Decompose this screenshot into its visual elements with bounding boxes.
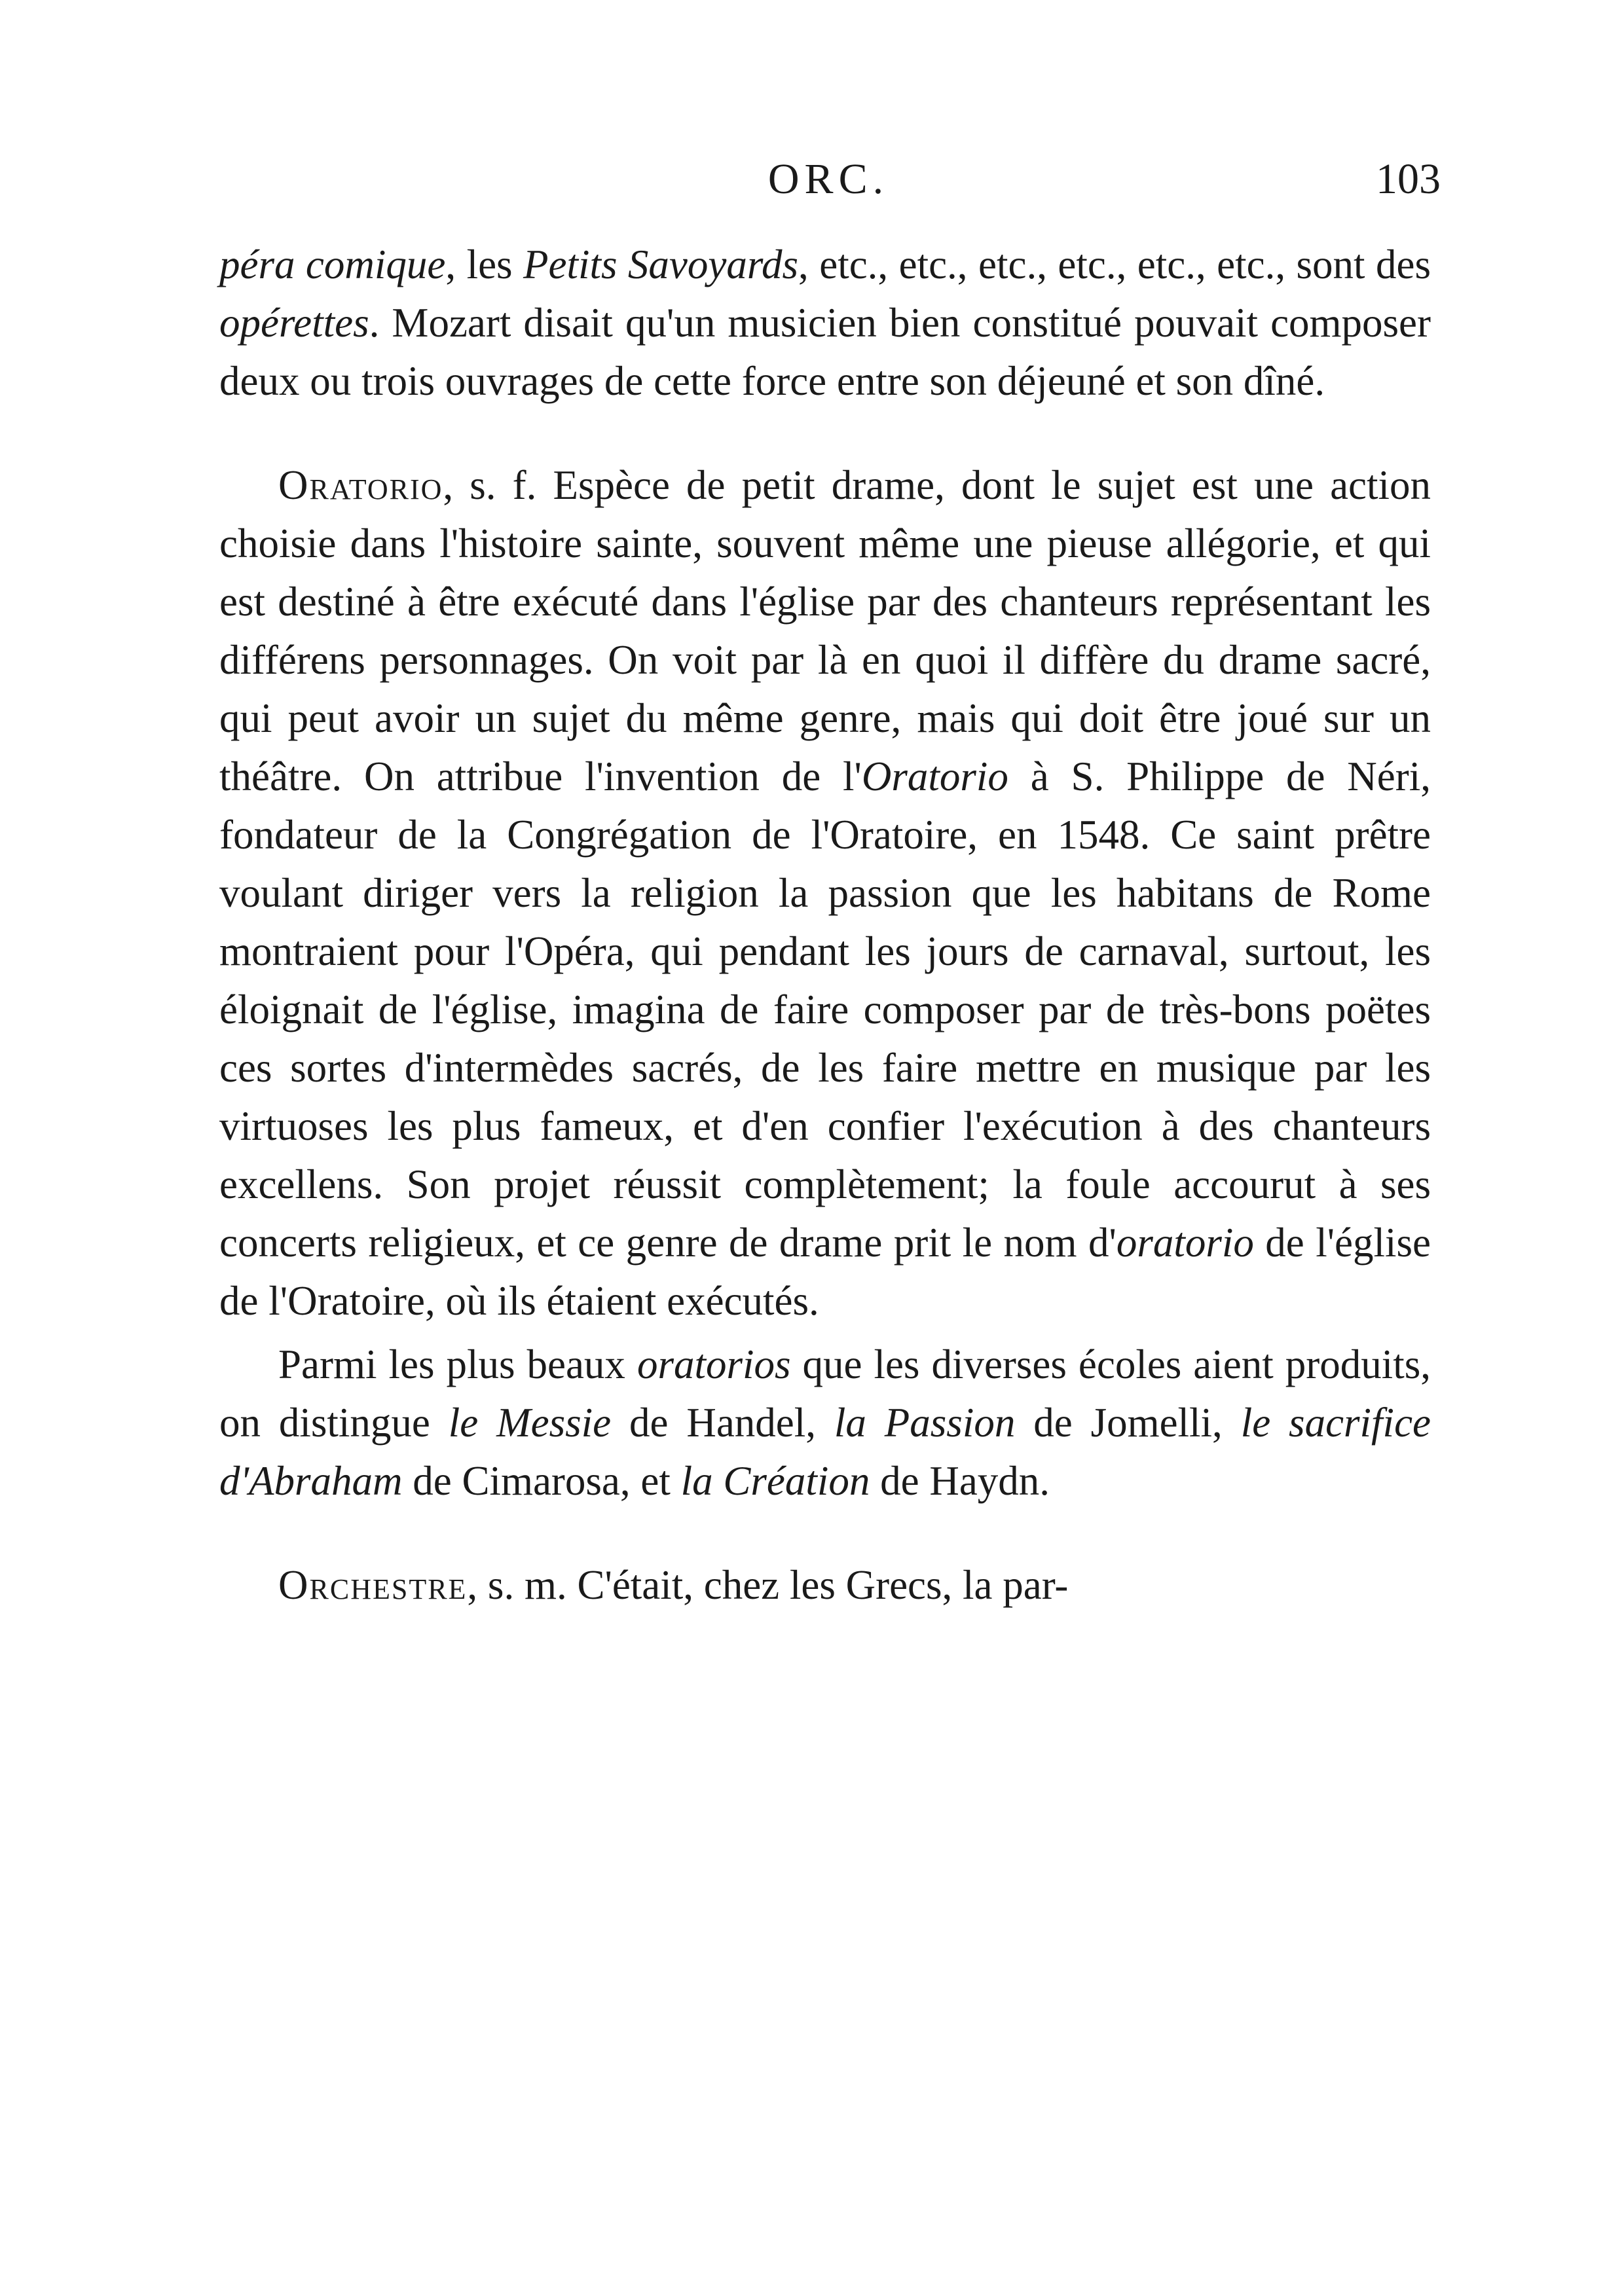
- text-run: , s. m. C'était, chez les Grecs, la par-: [467, 1562, 1069, 1608]
- italic-text: Oratorio: [861, 754, 1008, 799]
- text-run: , les: [445, 242, 523, 287]
- italic-text: opérettes: [219, 300, 369, 346]
- text-run: de Haydn.: [870, 1458, 1050, 1504]
- text-run: de Cimarosa, et: [402, 1458, 681, 1504]
- text-run: à S. Philippe de Néri, fondateur de la Congrégation de l'Oratoire, en 1548. Ce saint prêtre voulant diriger vers la religion la passion que les habitans de Rome montraient pour l'Opéra, qui pendant les jours de carnaval, surtout, les éloignait de l'église, imagina de faire composer par de très-bons poëtes ces sortes d'intermèdes sacrés, de les faire mettre en musique par les virtuoses les plus fameux, et d'en confier l'exécution à des chanteurs excellens. Son projet réussit complètement; la foule accourut à ses concerts religieux, et ce genre de drame prit le nom d': [219, 754, 1431, 1266]
- italic-text: oratorios: [637, 1341, 791, 1387]
- italic-text: Petits Savoyards: [523, 242, 799, 287]
- entry-orchestre: [219, 1556, 1431, 1614]
- text-run: , s. f. Espèce de petit drame, dont le sujet est une action choisie dans l'histoire sainte, souvent même une pieuse allégorie, et qui est destiné à être exécuté dans l'église par des chanteurs représentant les différens personnages. On voit par là en quoi il diffère du drame sacré, qui peut avoir un sujet du même genre, mais qui doit être joué sur un théâtre. On attribue l'invention de l': [219, 462, 1431, 799]
- entry-oratorio: [219, 456, 1431, 1330]
- paragraph-parmi: [219, 1336, 1431, 1510]
- italic-text: oratorio: [1116, 1220, 1254, 1266]
- italic-text: la Passion: [834, 1400, 1016, 1446]
- page-header: [216, 155, 1441, 207]
- italic-text: péra comique: [219, 242, 446, 287]
- italic-text: le sacrifice d'Abraham: [219, 1400, 1431, 1504]
- text-run: , etc., etc., etc., etc., etc., etc., sont des: [798, 242, 1431, 287]
- text-run: de Jomelli,: [1015, 1400, 1241, 1446]
- entry-headword: Oratorio: [278, 462, 443, 508]
- running-head: ORC.: [767, 155, 889, 203]
- page-number: 103: [1376, 155, 1441, 203]
- text-run: de Handel,: [611, 1400, 834, 1446]
- italic-text: la Création: [680, 1458, 870, 1504]
- text-run: que les diverses écoles aient produits, on distingue: [219, 1341, 1431, 1446]
- paragraph-continuation: [219, 236, 1431, 410]
- text-run: Parmi les plus beaux: [278, 1341, 637, 1387]
- text-run: de l'église de l'Oratoire, où ils étaient exécutés.: [219, 1220, 1431, 1324]
- page-body: [219, 236, 1431, 1614]
- italic-text: le Messie: [448, 1400, 612, 1446]
- entry-headword: Orchestre: [278, 1562, 468, 1608]
- text-run: . Mozart disait qu'un musicien bien constitué pouvait composer deux ou trois ouvrages de cette force entre son déjeuné et son dîné.: [219, 300, 1431, 404]
